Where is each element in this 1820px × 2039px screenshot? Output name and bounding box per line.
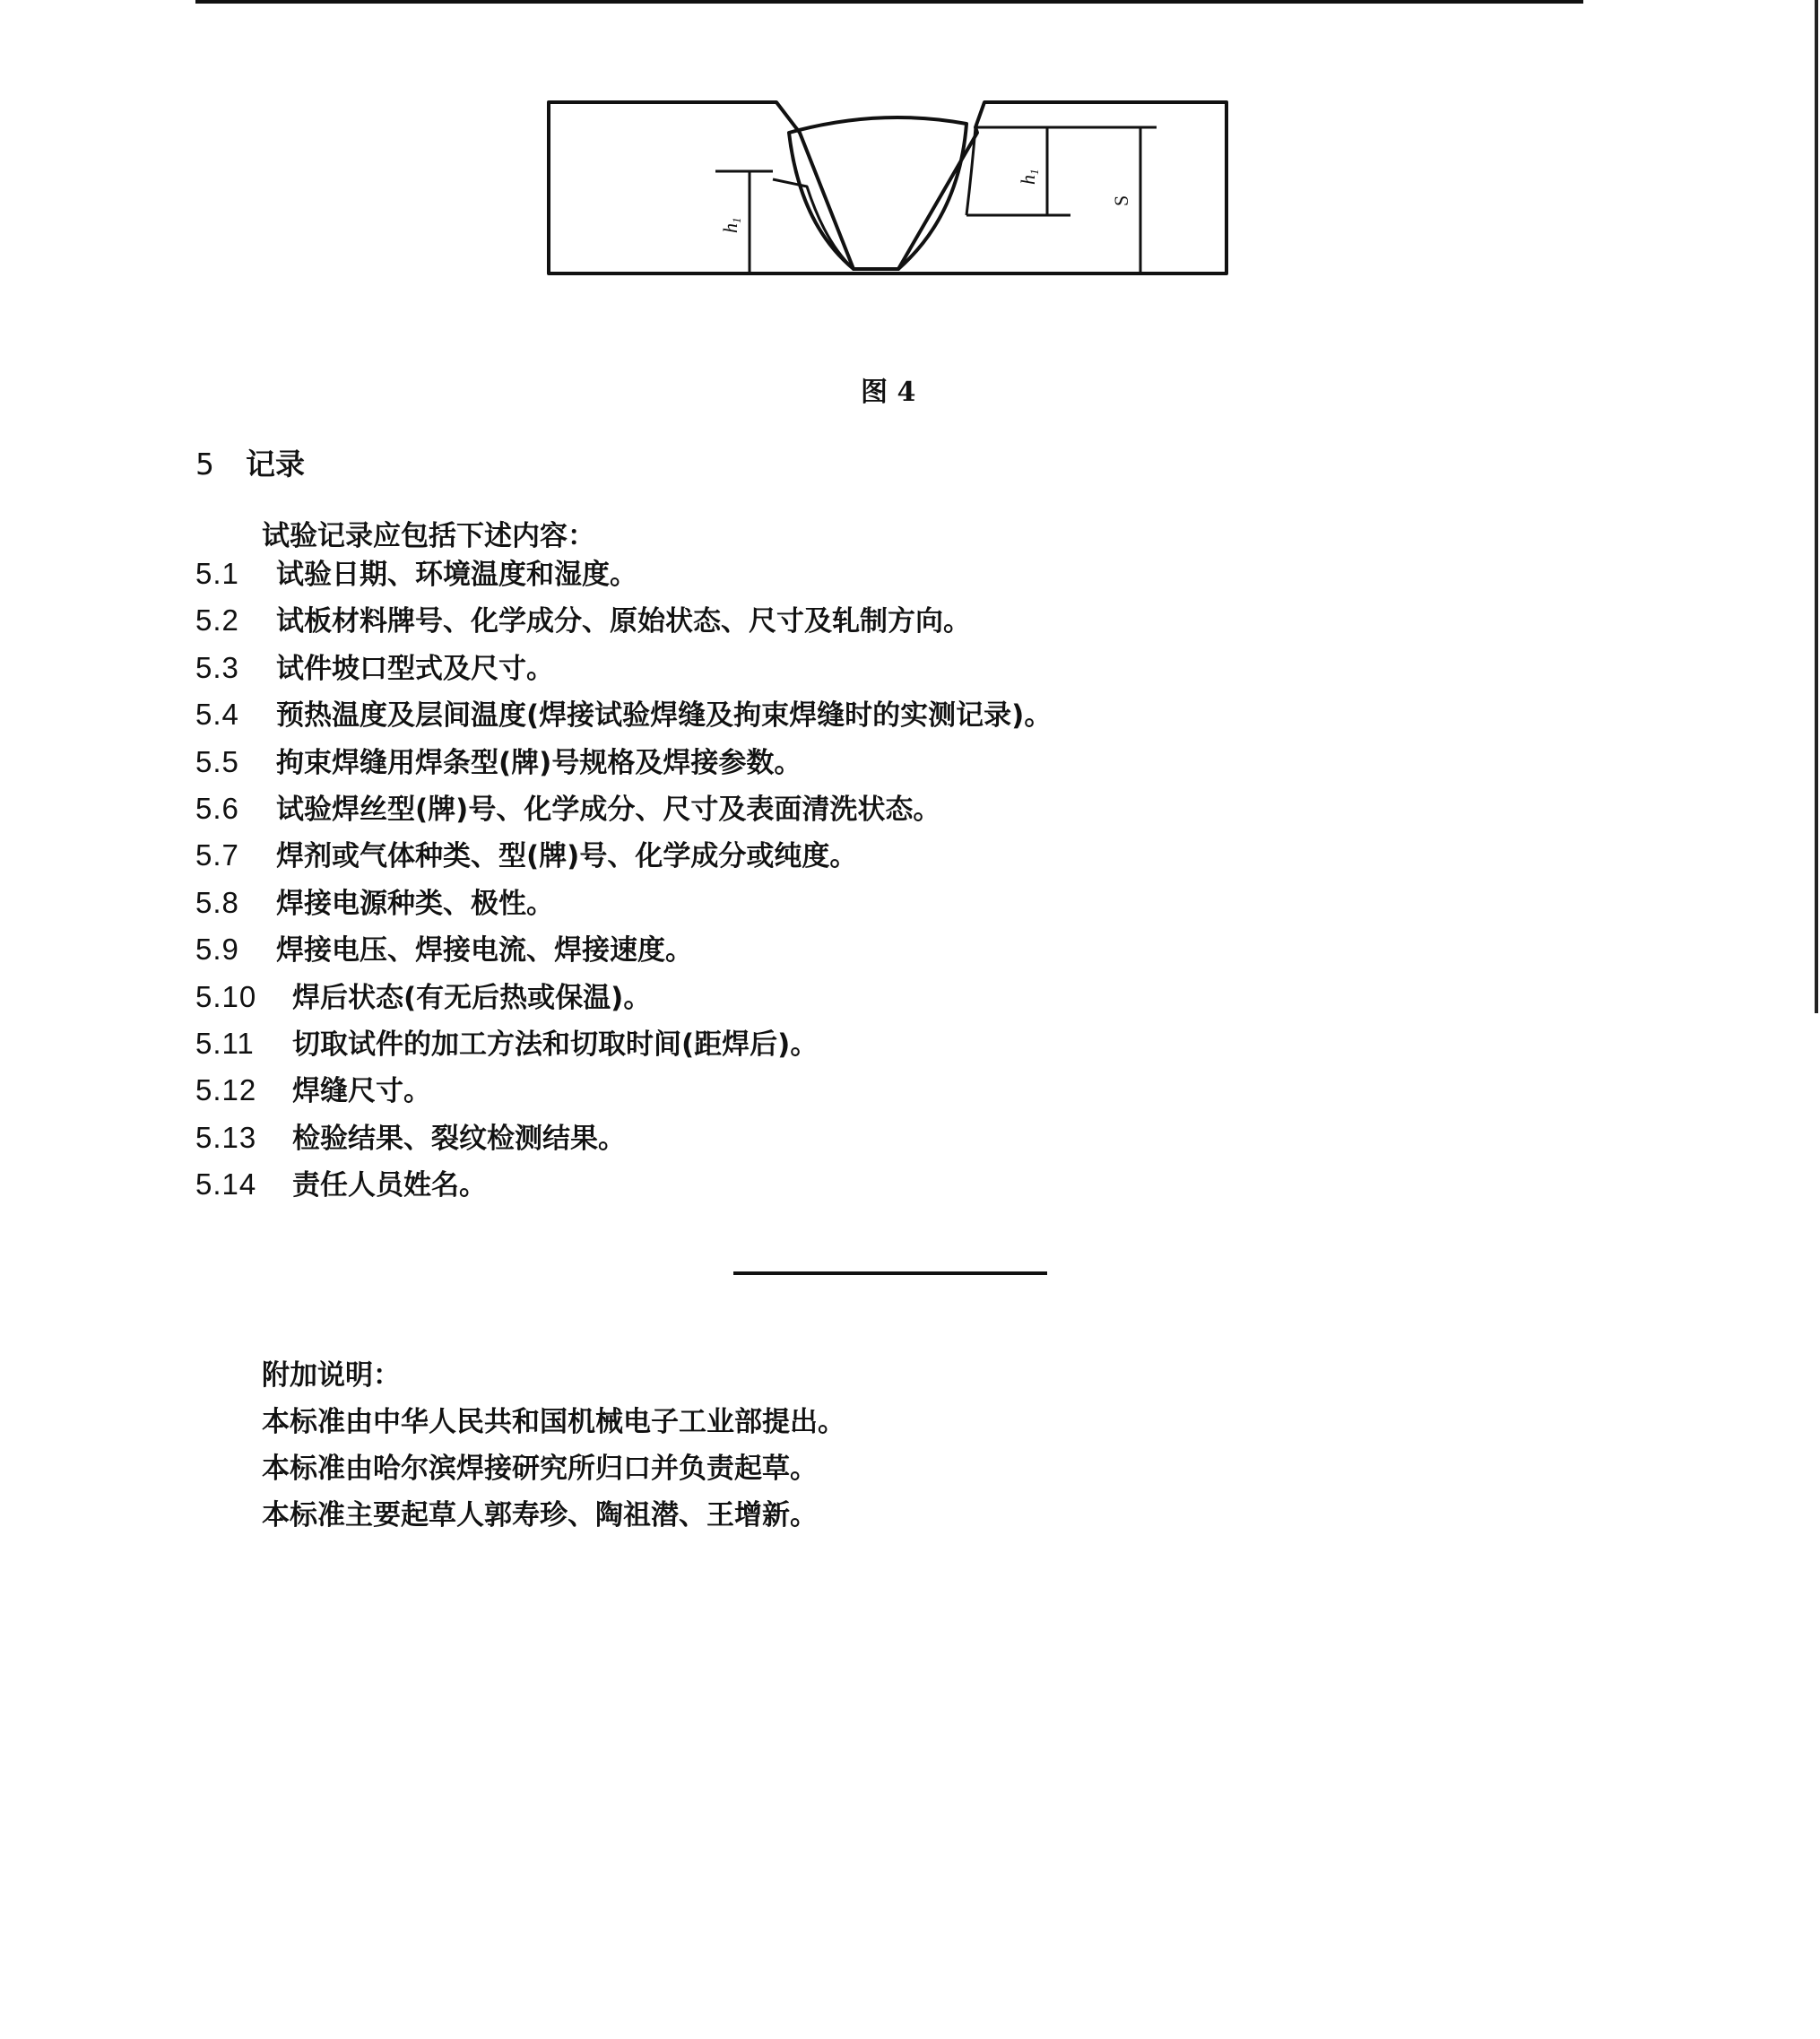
record-item-number: 5.13 — [195, 1121, 257, 1154]
record-item-text: 焊接电源种类、极性。 — [276, 888, 554, 920]
record-item — [195, 932, 693, 967]
record-item — [195, 885, 554, 921]
record-item — [195, 1120, 626, 1156]
record-item-number: 5.10 — [195, 980, 257, 1013]
record-item-text: 焊剂或气体种类、型(牌)号、化学成分或纯度。 — [276, 840, 858, 872]
notes-title: 附加说明： — [262, 1359, 401, 1392]
record-item-text: 切取试件的加工方法和切取时间(距焊后)。 — [292, 1028, 819, 1061]
record-item — [195, 979, 651, 1015]
section-heading — [195, 441, 305, 483]
record-item-text: 试件坡口型式及尺寸。 — [276, 653, 554, 685]
s-label: S — [1110, 195, 1132, 206]
record-item-text: 预热温度及层间温度(焊接试验焊缝及拘束焊缝时的实测记录)。 — [276, 699, 1053, 732]
section-title: 记录 — [246, 447, 305, 482]
record-item-text: 检验结果、裂纹检测结果。 — [292, 1123, 626, 1155]
record-item — [195, 556, 637, 592]
record-item-number: 5.9 — [195, 933, 239, 966]
weld-cross-section-figure — [538, 90, 1237, 287]
end-rule — [733, 1271, 1047, 1275]
record-item — [195, 744, 802, 780]
page-edge-line — [1815, 0, 1818, 1013]
top-rule — [195, 0, 1583, 4]
record-item — [195, 1026, 818, 1062]
record-item-text: 焊后状态(有无后热或保温)。 — [292, 982, 652, 1014]
record-item-text: 责任人员姓名。 — [292, 1169, 487, 1202]
record-item-number: 5.11 — [195, 1027, 255, 1060]
record-item-text: 焊缝尺寸。 — [292, 1075, 431, 1107]
record-item-number: 5.6 — [195, 792, 239, 825]
h1-right-label: h1 — [1017, 169, 1041, 185]
record-item-number: 5.1 — [195, 557, 239, 590]
record-item — [195, 791, 940, 827]
h1-left-label: h1 — [719, 217, 743, 233]
fusion-line-left — [773, 179, 854, 269]
record-item-number: 5.14 — [195, 1167, 257, 1201]
section-intro: 试验记录应包括下述内容： — [262, 520, 595, 552]
record-item-text: 试验焊丝型(牌)号、化学成分、尺寸及表面清洗状态。 — [276, 794, 941, 826]
record-item-text: 焊接电压、焊接电流、焊接速度。 — [276, 934, 693, 967]
record-item-number: 5.8 — [195, 886, 239, 919]
record-item — [195, 1072, 431, 1108]
record-item — [195, 1167, 487, 1202]
record-item-number: 5.3 — [195, 651, 239, 684]
record-item-number: 5.2 — [195, 603, 239, 637]
figure-caption: 图 4 — [861, 377, 916, 408]
record-item-number: 5.12 — [195, 1073, 257, 1106]
note-line: 本标准由哈尔滨焊接研究所归口并负责起草。 — [262, 1453, 818, 1485]
weld-bead — [789, 117, 966, 269]
record-item — [195, 603, 971, 638]
record-item — [195, 697, 1052, 733]
record-item — [195, 837, 857, 873]
record-item-text: 试板材料牌号、化学成分、原始状态、尺寸及轧制方向。 — [276, 605, 971, 638]
record-item — [195, 650, 554, 686]
note-line: 本标准主要起草人郭寿珍、陶祖潜、王增新。 — [262, 1499, 818, 1531]
record-item-text: 拘束焊缝用焊条型(牌)号规格及焊接参数。 — [276, 747, 802, 779]
record-item-number: 5.4 — [195, 698, 239, 731]
note-line: 本标准由中华人民共和国机械电子工业部提出。 — [262, 1406, 845, 1438]
record-item-number: 5.7 — [195, 838, 239, 872]
section-number: 5 — [195, 447, 214, 482]
record-item-text: 试验日期、环境温度和湿度。 — [276, 559, 637, 591]
record-item-number: 5.5 — [195, 745, 239, 778]
